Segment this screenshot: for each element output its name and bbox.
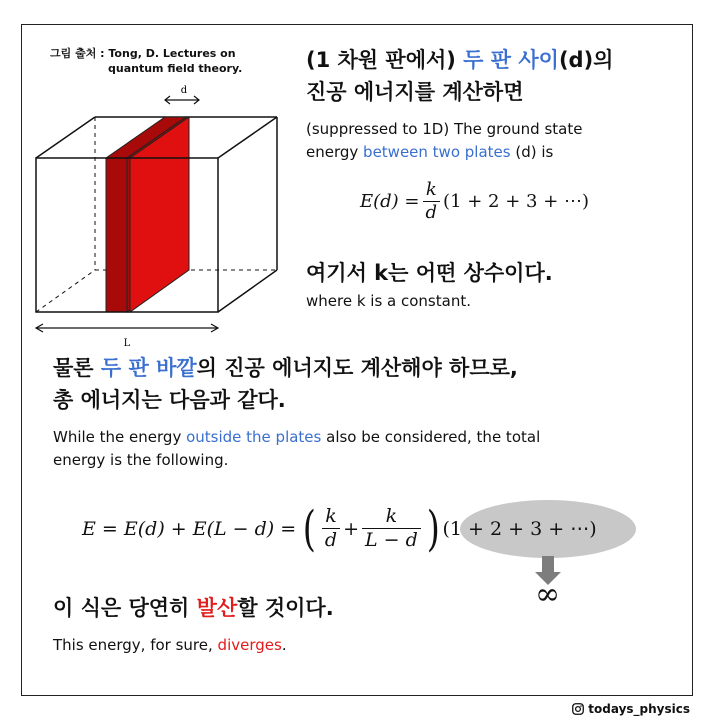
heading-constant: 여기서 k는 어떤 상수이다. bbox=[306, 261, 553, 285]
english1-pre: energy bbox=[306, 143, 364, 161]
heading1-highlight: 두 판 사이 bbox=[463, 48, 559, 72]
english4-post: . bbox=[281, 636, 287, 654]
heading1-part2: (d)의 bbox=[558, 48, 614, 72]
english1-post: (d) is bbox=[510, 143, 554, 161]
heading4-highlight: 발산 bbox=[196, 596, 238, 620]
heading4-part2: 할 것이다. bbox=[237, 596, 334, 620]
heading-outside-plates bbox=[53, 352, 518, 416]
eq1-num: k bbox=[423, 180, 441, 202]
footer-handle bbox=[572, 702, 690, 716]
eq2-left-paren: ( bbox=[302, 501, 317, 557]
english-outside-plates bbox=[53, 426, 540, 472]
infinity-symbol: ∞ bbox=[535, 577, 560, 612]
eq2-right-paren: ) bbox=[426, 501, 440, 557]
eq2-lhs: E = E(d) + E(L − d) = bbox=[82, 518, 297, 540]
english-diverges bbox=[53, 634, 287, 656]
eq2-den2: L − d bbox=[365, 529, 418, 552]
heading1-line2: 진공 에너지를 계산하면 bbox=[306, 80, 524, 104]
source-note-line1: 그림 출처 : Tong, D. Lectures on bbox=[50, 47, 236, 60]
l-label: L bbox=[123, 338, 131, 349]
heading3-part1: 물론 bbox=[53, 356, 101, 380]
instagram-icon bbox=[572, 703, 584, 715]
source-note bbox=[50, 46, 242, 76]
heading3-line2: 총 에너지는 다음과 같다. bbox=[53, 388, 286, 412]
d-label: d bbox=[180, 85, 188, 96]
eq2-num1: k bbox=[322, 506, 340, 529]
eq2-plus: + bbox=[343, 518, 359, 540]
equation-e-d bbox=[360, 180, 589, 223]
english1-line1: (suppressed to 1D) The ground state bbox=[306, 120, 583, 138]
heading3-part2: 의 진공 에너지도 계산해야 하므로, bbox=[196, 356, 518, 380]
english-constant: where k is a constant. bbox=[306, 292, 471, 310]
heading1-part1: (1 차원 판에서) bbox=[306, 48, 464, 72]
plates-figure bbox=[24, 80, 294, 350]
eq2-num2: k bbox=[362, 506, 421, 529]
footer-handle-text: todays_physics bbox=[588, 702, 690, 716]
english3-highlight: outside the plates bbox=[186, 428, 322, 446]
source-note-line2: quantum field theory. bbox=[108, 62, 243, 75]
english-between-plates bbox=[306, 118, 582, 164]
heading4-part1: 이 식은 당연히 bbox=[53, 596, 197, 620]
eq1-rhs: (1 + 2 + 3 + ⋯) bbox=[443, 191, 590, 213]
eq2-fraction1 bbox=[322, 506, 340, 552]
equation-total-energy bbox=[82, 496, 597, 562]
english4-highlight: diverges bbox=[217, 636, 282, 654]
eq1-lhs: E(d) = bbox=[360, 191, 420, 213]
plate-back bbox=[106, 158, 127, 312]
eq2-den1: d bbox=[324, 529, 338, 552]
english3-pre: While the energy bbox=[53, 428, 187, 446]
english1-highlight: between two plates bbox=[363, 143, 511, 161]
english3-post: also be considered, the total bbox=[321, 428, 541, 446]
eq2-series: (1 + 2 + 3 + ⋯) bbox=[442, 518, 597, 540]
heading-diverges bbox=[53, 592, 334, 624]
heading-between-plates bbox=[306, 44, 613, 108]
english4-pre: This energy, for sure, bbox=[53, 636, 218, 654]
eq1-den: d bbox=[425, 201, 438, 223]
eq2-fraction2 bbox=[362, 506, 421, 552]
eq1-fraction bbox=[423, 180, 441, 223]
english3-line2: energy is the following. bbox=[53, 451, 229, 469]
heading3-highlight: 두 판 바깥 bbox=[100, 356, 197, 380]
